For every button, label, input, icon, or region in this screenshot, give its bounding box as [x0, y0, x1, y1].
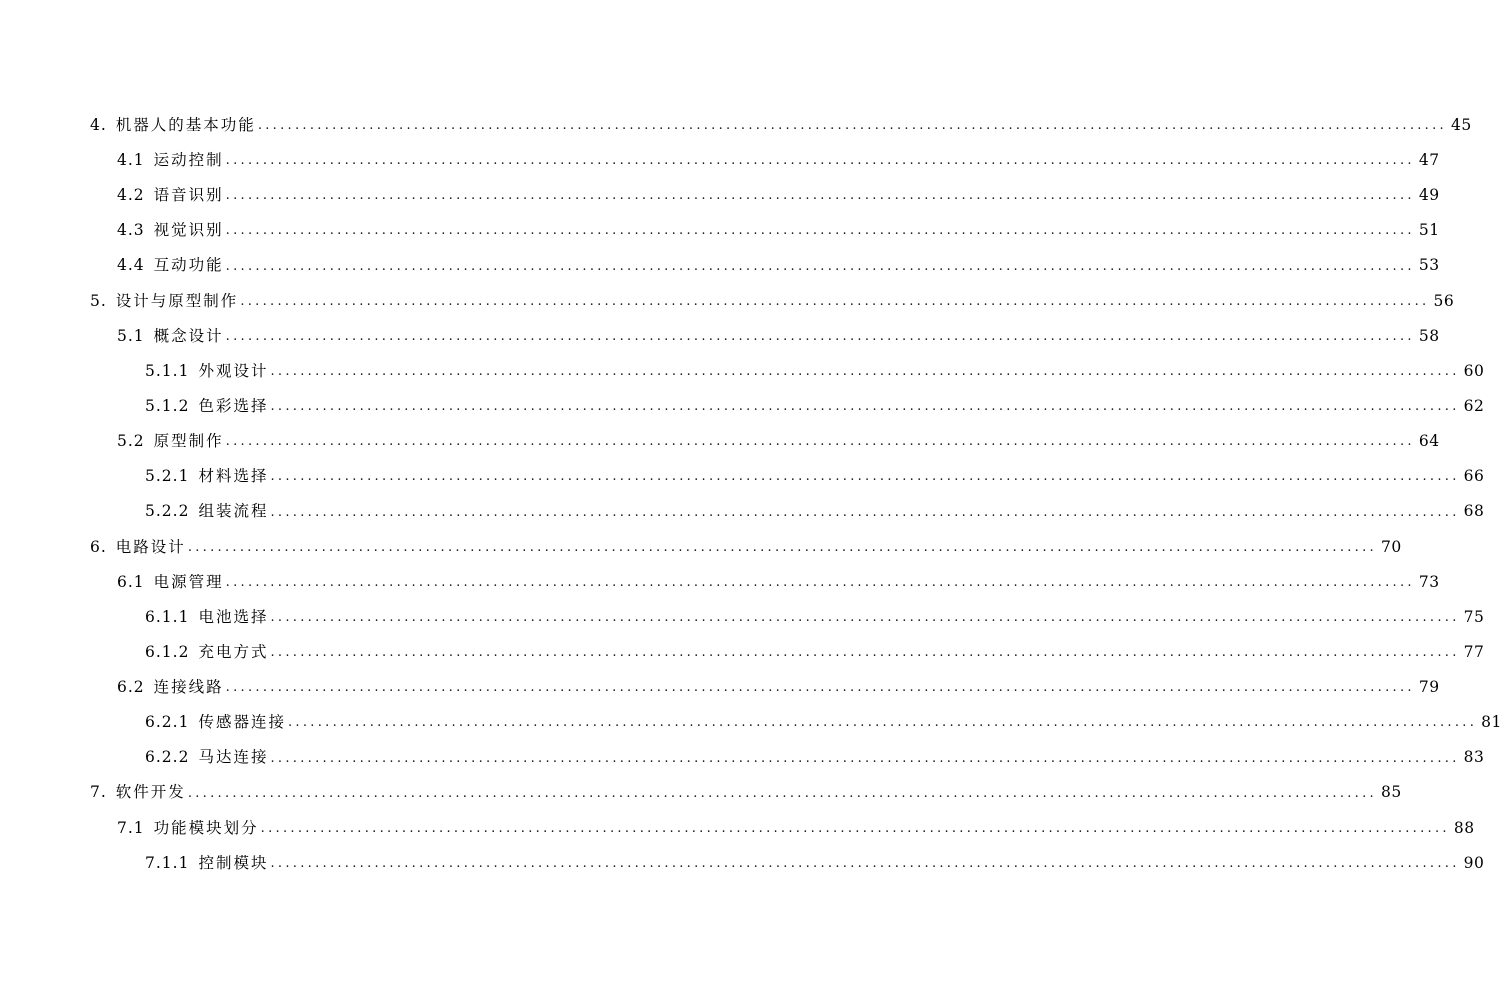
toc-entry[interactable]: [0, 354, 1485, 389]
toc-entry-page: 83: [1463, 748, 1485, 767]
toc-entry-page: 81: [1481, 713, 1502, 732]
toc-entry-title: 概念设计: [153, 326, 224, 345]
toc-entry-title: 电池选择: [198, 607, 269, 626]
toc-entry-page: 73: [1418, 572, 1440, 591]
toc-entry-page: 70: [1380, 537, 1402, 556]
toc-entry-page: 64: [1418, 432, 1440, 451]
toc-entry[interactable]: [0, 741, 1485, 776]
toc-entry-page: 88: [1453, 818, 1475, 837]
toc-entry-title: 视觉识别: [153, 221, 224, 240]
toc-entry-number: 5.: [90, 291, 107, 310]
toc-entry[interactable]: [0, 213, 1440, 248]
toc-entry[interactable]: [0, 705, 1502, 740]
toc-entry-title: 软件开发: [115, 783, 186, 802]
toc-dot-leader: ................................................................................................................................................................: [225, 223, 1415, 239]
toc-entry-number: 5.1.1: [145, 361, 190, 380]
toc-entry-number: 7.: [90, 783, 107, 802]
toc-entry-number: 5.2.2: [145, 502, 190, 521]
toc-entry-page: 77: [1463, 642, 1485, 661]
toc-entry-page: 68: [1463, 502, 1485, 521]
toc-entry-title: 外观设计: [198, 361, 269, 380]
toc-entry-number: 6.2: [117, 678, 145, 697]
toc-entry[interactable]: [0, 635, 1485, 670]
toc-dot-leader: ................................................................................................................................................................: [270, 750, 1460, 766]
toc-entry[interactable]: [0, 530, 1402, 565]
toc-entry-number: 6.2.1: [145, 713, 190, 732]
toc-dot-leader: ................................................................................................................................................................: [225, 574, 1415, 590]
toc-entry[interactable]: [0, 284, 1455, 319]
toc-entry-number: 5.2.1: [145, 467, 190, 486]
toc-entry-number: 4.2: [117, 186, 145, 205]
toc-entry[interactable]: [0, 178, 1440, 213]
toc-dot-leader: ................................................................................................................................................................: [270, 610, 1460, 626]
toc-entry-title: 功能模块划分: [153, 818, 259, 837]
toc-dot-leader: ................................................................................................................................................................: [225, 258, 1415, 274]
toc-entry-number: 4.4: [117, 256, 145, 275]
toc-entry[interactable]: [0, 495, 1485, 530]
toc-dot-leader: ................................................................................................................................................................: [270, 364, 1460, 380]
toc-entry-page: 56: [1433, 291, 1455, 310]
toc-entry-page: 66: [1463, 467, 1485, 486]
toc-dot-leader: ................................................................................................................................................................: [225, 153, 1415, 169]
toc-entry[interactable]: [0, 565, 1440, 600]
toc-entry-title: 连接线路: [153, 678, 224, 697]
toc-entry-title: 控制模块: [198, 853, 269, 872]
toc-entry-page: 47: [1418, 150, 1440, 169]
toc-entry-number: 6.: [90, 537, 107, 556]
toc-dot-leader: ................................................................................................................................................................: [225, 680, 1415, 696]
toc-entry-page: 51: [1418, 221, 1440, 240]
toc-entry-number: 5.1.2: [145, 396, 190, 415]
toc-entry[interactable]: [0, 600, 1485, 635]
toc-entry-title: 互动功能: [153, 256, 224, 275]
toc-dot-leader: ................................................................................................................................................................: [225, 434, 1415, 450]
toc-entry-title: 原型制作: [153, 432, 224, 451]
toc-entry-page: 90: [1463, 853, 1485, 872]
toc-entry-number: 6.2.2: [145, 748, 190, 767]
toc-entry[interactable]: [0, 108, 1472, 143]
toc-entry-number: 6.1.1: [145, 607, 190, 626]
toc-entry[interactable]: [0, 424, 1440, 459]
toc-entry-title: 色彩选择: [198, 396, 269, 415]
toc-entry[interactable]: [0, 143, 1440, 178]
toc-entry-page: 53: [1418, 256, 1440, 275]
toc-entry-title: 机器人的基本功能: [115, 115, 256, 134]
toc-entry-title: 设计与原型制作: [115, 291, 239, 310]
toc-dot-leader: ................................................................................................................................................................: [187, 785, 1377, 801]
toc-entry-number: 6.1: [117, 572, 145, 591]
toc-entry-number: 4.: [90, 115, 107, 134]
toc-entry[interactable]: [0, 319, 1440, 354]
toc-entry-title: 电源管理: [153, 572, 224, 591]
table-of-contents: [0, 108, 1502, 881]
toc-entry-number: 4.3: [117, 221, 145, 240]
toc-entry-title: 组装流程: [198, 502, 269, 521]
toc-entry-number: 7.1: [117, 818, 145, 837]
toc-dot-leader: ................................................................................................................................................................: [257, 118, 1447, 134]
toc-dot-leader: ................................................................................................................................................................: [270, 645, 1460, 661]
toc-entry-number: 4.1: [117, 150, 145, 169]
toc-dot-leader: ................................................................................................................................................................: [240, 293, 1430, 309]
toc-entry-number: 6.1.2: [145, 642, 190, 661]
toc-entry-page: 85: [1380, 783, 1402, 802]
toc-dot-leader: ................................................................................................................................................................: [260, 820, 1450, 836]
toc-entry[interactable]: [0, 459, 1485, 494]
toc-entry-number: 5.2: [117, 432, 145, 451]
toc-entry[interactable]: [0, 389, 1485, 424]
toc-entry-page: 60: [1463, 361, 1485, 380]
toc-entry-page: 58: [1418, 326, 1440, 345]
toc-entry-number: 5.1: [117, 326, 145, 345]
toc-entry[interactable]: [0, 811, 1475, 846]
toc-entry-title: 电路设计: [115, 537, 186, 556]
toc-entry-page: 49: [1418, 186, 1440, 205]
toc-entry-title: 充电方式: [198, 642, 269, 661]
toc-dot-leader: ................................................................................................................................................................: [270, 856, 1460, 872]
toc-entry-title: 马达连接: [198, 748, 269, 767]
toc-entry-title: 语音识别: [153, 186, 224, 205]
toc-entry-number: 7.1.1: [145, 853, 190, 872]
toc-entry[interactable]: [0, 776, 1402, 811]
toc-entry-page: 62: [1463, 396, 1485, 415]
toc-entry-page: 45: [1450, 115, 1472, 134]
toc-entry-page: 75: [1463, 607, 1485, 626]
toc-entry-page: 79: [1418, 678, 1440, 697]
toc-entry-title: 传感器连接: [198, 713, 286, 732]
toc-entry-title: 材料选择: [198, 467, 269, 486]
toc-entry[interactable]: [0, 670, 1440, 705]
toc-dot-leader: ................................................................................................................................................................: [270, 469, 1460, 485]
toc-entry[interactable]: [0, 249, 1440, 284]
toc-dot-leader: ................................................................................................................................................................: [225, 188, 1415, 204]
toc-dot-leader: ................................................................................................................................................................: [287, 715, 1478, 731]
toc-entry[interactable]: [0, 846, 1485, 881]
toc-dot-leader: ................................................................................................................................................................: [187, 539, 1377, 555]
toc-dot-leader: ................................................................................................................................................................: [270, 399, 1460, 415]
toc-entry-title: 运动控制: [153, 150, 224, 169]
toc-dot-leader: ................................................................................................................................................................: [270, 504, 1460, 520]
toc-dot-leader: ................................................................................................................................................................: [225, 328, 1415, 344]
